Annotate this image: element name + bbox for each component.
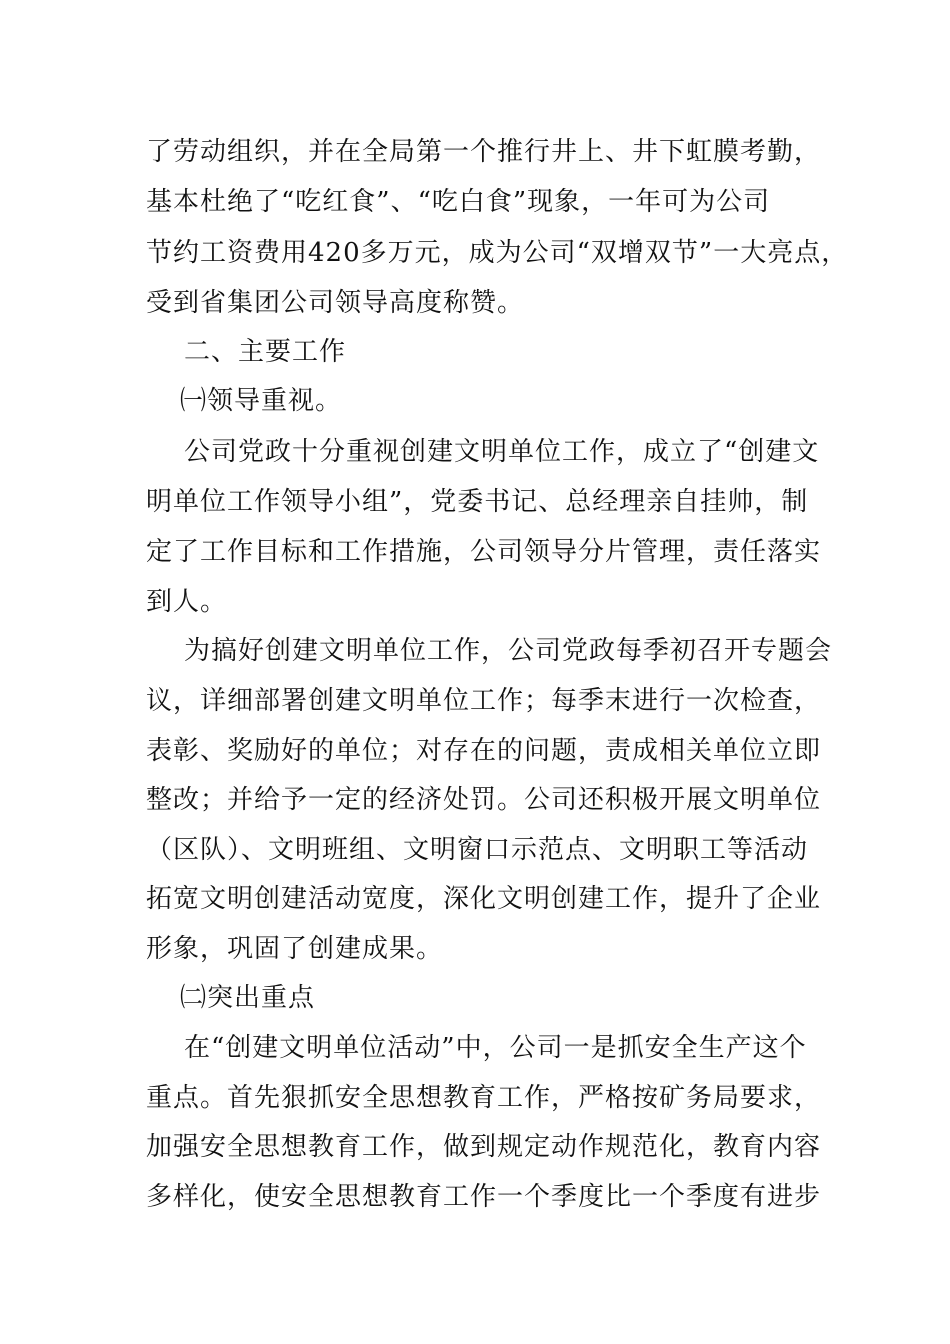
paragraph-line: 形象，巩固了创建成果。 [146,934,444,964]
paragraph-line: 基本杜绝了“吃红食”、“吃白食”现象，一年可为公司 [146,187,771,217]
paragraph-line: 整改；并给予一定的经济处罚。公司还积极开展文明单位 [146,785,822,815]
paragraph-line: 受到省集团公司领导高度称赞。 [146,288,525,318]
paragraph-line: 拓宽文明创建活动宽度，深化文明创建工作，提升了企业 [146,884,822,914]
subsection-heading: ㈠领导重视。 [180,386,343,416]
paragraph-line: （区队）、文明班组、文明窗口示范点、文明职工等活动 [146,835,809,865]
paragraph-line: 多样化，使安全思想教育工作一个季度比一个季度有进步 [146,1182,822,1212]
section-heading: 二、主要工作 [184,337,347,367]
paragraph-line: 在“创建文明单位活动”中，公司一是抓安全生产这个 [184,1033,807,1063]
paragraph-line: 重点。首先狠抓安全思想教育工作，严格按矿务局要求， [146,1083,822,1113]
paragraph-line: 节约工资费用420多万元，成为公司“双增双节”一大亮点， [146,238,849,268]
paragraph-line: 了劳动组织，并在全局第一个推行井上、井下虹膜考勤， [146,137,822,167]
paragraph-line: 公司党政十分重视创建文明单位工作，成立了“创建文 [184,437,820,467]
paragraph-line: 定了工作目标和工作措施，公司领导分片管理，责任落实 [146,537,822,567]
paragraph-line: 议，详细部署创建文明单位工作；每季末进行一次检查， [146,686,822,716]
paragraph-line: 到人。 [146,587,228,617]
paragraph-line: 加强安全思想教育工作，做到规定动作规范化，教育内容 [146,1132,822,1162]
paragraph-line: 为搞好创建文明单位工作，公司党政每季初召开专题会 [184,636,833,666]
subsection-heading: ㈡突出重点 [180,983,316,1013]
paragraph-line: 表彰、奖励好的单位；对存在的问题，责成相关单位立即 [146,736,822,766]
paragraph-line: 明单位工作领导小组”，党委书记、总经理亲自挂帅，制 [146,487,809,517]
